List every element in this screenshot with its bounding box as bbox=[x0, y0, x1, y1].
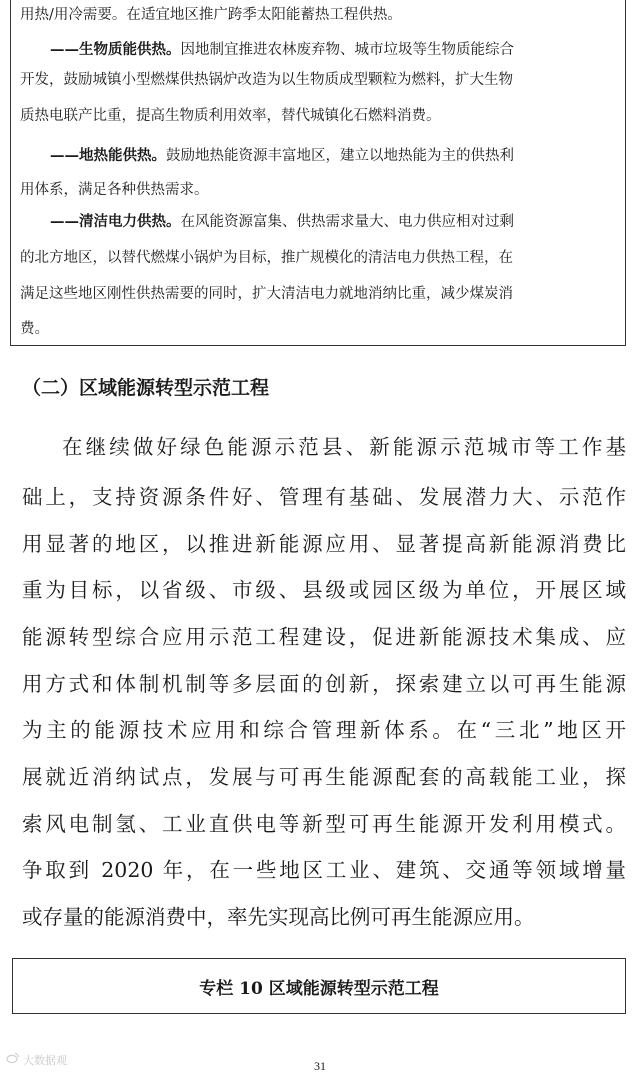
body-line: 在继续做好绿色能源示范县、新能源示范城市等工作基 bbox=[62, 435, 626, 459]
watermark-text: 大数据观 bbox=[23, 1054, 67, 1067]
column-title: 专栏 10 区域能源转型示范工程 bbox=[199, 978, 439, 999]
box-line-biomass-2: 开发，鼓励城镇小型燃煤供热锅炉改造为以生物质成型颗粒为燃料，扩大生物 bbox=[20, 72, 513, 88]
body-line: 能源转型综合应用示范工程建设，促进新能源技术集成、应 bbox=[22, 625, 626, 649]
body-line: 索风电制氢、工业直供电等新型可再生能源开发利用模式。 bbox=[22, 812, 626, 836]
body-line: 展就近消纳试点，发展与可再生能源配套的高载能工业，探 bbox=[22, 765, 626, 789]
box-line-solar: 用热/用冷需要。在适宜地区推广跨季太阳能蓄热工程供热。 bbox=[20, 7, 402, 23]
body-line: 础上，支持资源条件好、管理有基础、发展潜力大、示范作 bbox=[22, 485, 626, 509]
section-heading: （二）区域能源转型示范工程 bbox=[22, 377, 270, 399]
box-line-electric-3: 满足这些地区刚性供热需要的同时，扩大清洁电力就地消纳比重，减少煤炭消 bbox=[20, 286, 513, 302]
body-line: 或存量的能源消费中，率先实现高比例可再生能源应用。 bbox=[22, 905, 535, 929]
box-line-geothermal-1 bbox=[50, 146, 620, 166]
geothermal-label: ——地热能供热。 bbox=[50, 147, 166, 164]
electric-label: ——清洁电力供热。 bbox=[50, 213, 181, 230]
box-line-biomass-1 bbox=[50, 40, 620, 60]
biomass-text: 因地制宜推进农林废弃物、城市垃圾等生物质能综合 bbox=[180, 42, 514, 58]
geothermal-text: 鼓励地热能资源丰富地区，建立以地热能为主的供热利 bbox=[166, 148, 514, 164]
page-number: 31 bbox=[314, 1059, 326, 1073]
body-line: 重为目标，以省级、市级、县级或园区级为单位，开展区域 bbox=[22, 578, 626, 602]
column-box bbox=[12, 958, 626, 1014]
body-line: 用方式和体制机制等多层面的创新，探索建立以可再生能源 bbox=[22, 672, 626, 696]
biomass-label: ——生物质能供热。 bbox=[50, 41, 181, 58]
box-line-electric-4: 费。 bbox=[20, 321, 49, 337]
body-line: 争取到 2020 年，在一些地区工业、建筑、交通等领域增量 bbox=[22, 858, 626, 882]
body-line: 用显著的地区，以推进新能源应用、显著提高新能源消费比 bbox=[22, 532, 626, 556]
box-line-electric-2: 的北方地区，以替代燃煤小锅炉为目标，推广规模化的清洁电力供热工程，在 bbox=[20, 250, 513, 266]
box-line-electric-1 bbox=[50, 212, 620, 232]
electric-text: 在风能资源富集、供热需求量大、电力供应相对过剩 bbox=[180, 214, 514, 230]
body-line: 为主的能源技术应用和综合管理新体系。在“三北”地区开 bbox=[22, 718, 626, 742]
box-line-biomass-3: 质热电联产比重，提高生物质利用效率，替代城镇化石燃料消费。 bbox=[20, 108, 441, 124]
box-line-geothermal-2: 用体系，满足各种供热需求。 bbox=[20, 182, 209, 198]
